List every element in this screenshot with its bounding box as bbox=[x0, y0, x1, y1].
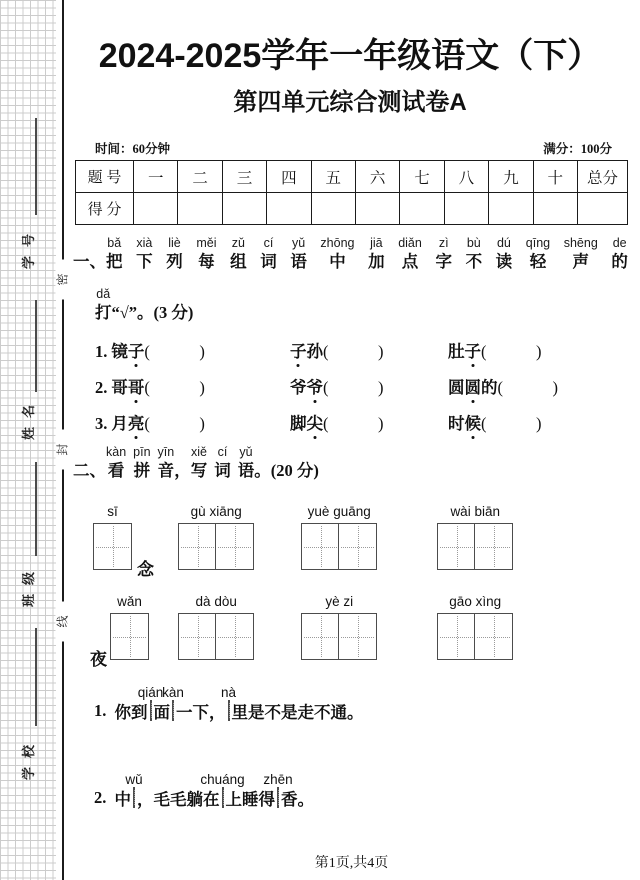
time-limit-label: 时间：60分钟 bbox=[95, 142, 171, 156]
pinyin: xià bbox=[136, 236, 153, 250]
word: 肚 bbox=[448, 342, 465, 361]
score-cell bbox=[355, 193, 399, 225]
pinyin: de bbox=[612, 236, 627, 250]
q1-word-items bbox=[95, 341, 625, 434]
score-col-9: 九 bbox=[489, 161, 533, 193]
answer-parentheses: ( ) bbox=[481, 342, 542, 361]
pinyin: diǎn bbox=[398, 236, 422, 250]
score-col-4: 四 bbox=[267, 161, 311, 193]
q1-heading-ruby-line bbox=[106, 235, 628, 273]
tianzige-box bbox=[277, 787, 279, 808]
score-col-1: 一 bbox=[134, 161, 178, 193]
answer-box bbox=[125, 772, 143, 808]
score-table-score-label: 得 分 bbox=[76, 193, 134, 225]
word-item bbox=[95, 377, 290, 398]
tianzige-box bbox=[437, 613, 476, 660]
q1-instruction-rest: “√”。(3 分) bbox=[111, 303, 194, 322]
ruby-pair bbox=[106, 235, 123, 273]
pinyin: dǎ bbox=[96, 287, 111, 301]
pinyin: xiě bbox=[190, 445, 207, 459]
hanzi: 音 bbox=[157, 461, 175, 480]
word-item bbox=[95, 341, 290, 362]
tianzige-box bbox=[222, 787, 224, 808]
dotted-character: 尖 bbox=[306, 414, 323, 433]
tianzige-boxes bbox=[90, 613, 149, 669]
given-character: 夜 bbox=[90, 650, 107, 669]
word-group-ye-zi bbox=[301, 594, 377, 660]
student-id-write-line bbox=[35, 118, 37, 215]
word-group-yue-guang bbox=[301, 504, 377, 570]
score-col-3: 三 bbox=[222, 161, 266, 193]
sentence-text: 面 bbox=[153, 703, 170, 722]
hanzi: 语 bbox=[237, 461, 255, 480]
page-footer: 第1页,共4页 bbox=[314, 856, 389, 871]
answer-parentheses: ( ) bbox=[144, 342, 205, 361]
sidebar-label-school: 学校 bbox=[21, 736, 36, 781]
answer-parentheses: ( ) bbox=[144, 378, 205, 397]
dotted-character: 子 bbox=[127, 342, 145, 361]
ruby-pair bbox=[466, 235, 483, 273]
score-table-score-row bbox=[76, 193, 628, 225]
tianzige-boxes bbox=[301, 613, 377, 660]
sentence-text: 香。 bbox=[281, 790, 314, 809]
score-table-header-row bbox=[76, 161, 628, 193]
hanzi: 看 bbox=[107, 461, 125, 480]
ruby-pair bbox=[435, 235, 452, 273]
hanzi: 的 bbox=[611, 252, 628, 271]
tianzige-box bbox=[338, 523, 377, 570]
sentence-text: 你到 bbox=[114, 703, 148, 722]
school-write-line bbox=[35, 628, 37, 726]
answer-box bbox=[162, 685, 184, 721]
dotted-character: 候 bbox=[464, 414, 481, 433]
word-item bbox=[95, 413, 290, 434]
pinyin: liè bbox=[168, 236, 181, 250]
q2-heading bbox=[73, 444, 319, 482]
word-item bbox=[448, 413, 625, 434]
pinyin-label: wǎn bbox=[117, 594, 142, 609]
tianzige-box bbox=[474, 523, 513, 570]
exam-subtitle: 第四单元综合测试卷A bbox=[233, 89, 467, 116]
hanzi: 轻 bbox=[529, 252, 547, 271]
tianzige-boxes bbox=[437, 613, 513, 660]
score-cell bbox=[489, 193, 533, 225]
pinyin-label: nà bbox=[220, 685, 237, 700]
answer-parentheses: ( ) bbox=[323, 378, 384, 397]
tianzige-box bbox=[215, 523, 254, 570]
hanzi: 下 bbox=[136, 252, 153, 271]
word: 月 bbox=[111, 414, 128, 433]
tianzige-box bbox=[437, 523, 476, 570]
word-group-gao-xing bbox=[437, 594, 513, 660]
score-col-7: 七 bbox=[400, 161, 444, 193]
hanzi: 语 bbox=[290, 252, 307, 271]
q2-number: 二、 bbox=[73, 461, 106, 480]
ruby-pair bbox=[564, 235, 598, 273]
score-cell bbox=[178, 193, 222, 225]
pinyin: yǔ bbox=[239, 445, 253, 459]
pinyin: jiā bbox=[370, 236, 383, 250]
pinyin: kàn bbox=[106, 445, 127, 459]
tianzige-box bbox=[172, 700, 174, 721]
hanzi: 词 bbox=[260, 252, 277, 271]
pinyin-label: yuè guāng bbox=[307, 504, 371, 519]
pinyin: bù bbox=[466, 236, 481, 250]
pinyin-label: chuáng bbox=[200, 772, 245, 787]
seal-char-mi: 密 bbox=[56, 260, 71, 300]
pinyin-label: dà dòu bbox=[195, 594, 237, 609]
dotted-character: 哥 bbox=[127, 378, 145, 397]
pinyin: cí bbox=[263, 236, 274, 250]
sentence-text: 上睡得 bbox=[225, 790, 275, 809]
tianzige-boxes bbox=[93, 523, 154, 579]
q1-heading-line2 bbox=[95, 286, 193, 324]
word-item bbox=[290, 413, 448, 434]
pinyin-label: qián bbox=[137, 685, 164, 700]
hanzi: 列 bbox=[166, 252, 183, 271]
ruby-pair bbox=[214, 444, 231, 482]
hanzi: 打 bbox=[95, 303, 112, 322]
pinyin-label: gù xiāng bbox=[190, 504, 242, 519]
tianzige-box bbox=[301, 613, 340, 660]
hanzi: 拼 bbox=[133, 461, 151, 480]
word: 哥 bbox=[111, 378, 128, 397]
pinyin-label: wǔ bbox=[125, 772, 143, 787]
answer-parentheses: ( ) bbox=[144, 414, 205, 433]
tianzige-boxes bbox=[301, 523, 377, 570]
score-cell bbox=[134, 193, 178, 225]
ruby-pair bbox=[238, 444, 255, 482]
word: 圆 bbox=[448, 378, 465, 397]
hanzi: 加 bbox=[368, 252, 385, 271]
sentence-number: 1. bbox=[94, 701, 111, 720]
word: 孙 bbox=[306, 342, 323, 361]
ruby-pair bbox=[230, 235, 247, 273]
exam-title: 2024-2025学年一年级语文（下） bbox=[98, 37, 602, 75]
q2-heading-ruby-b bbox=[191, 444, 255, 482]
sentence-text: 一下， bbox=[176, 703, 226, 722]
answer-parentheses: ( ) bbox=[497, 378, 558, 397]
tianzige-box bbox=[110, 613, 149, 660]
pinyin: dú bbox=[496, 236, 511, 250]
answer-parentheses: ( ) bbox=[323, 342, 384, 361]
ruby-pair bbox=[106, 444, 126, 482]
sentence-text: ，毛毛躺在 bbox=[137, 790, 220, 809]
ruby-pair bbox=[368, 235, 385, 273]
score-col-total: 总分 bbox=[578, 161, 628, 193]
given-character: 念 bbox=[137, 560, 154, 579]
seal-char-feng: 封 bbox=[56, 430, 71, 470]
answer-box bbox=[220, 685, 237, 721]
hanzi: 每 bbox=[198, 252, 215, 271]
ruby-pair bbox=[320, 235, 354, 273]
exam-info-row bbox=[75, 139, 628, 157]
pinyin: zhōng bbox=[320, 236, 355, 250]
ruby-pair bbox=[191, 444, 208, 482]
q2-heading-ruby-a bbox=[106, 444, 174, 482]
tianzige-box bbox=[474, 613, 513, 660]
score-cell bbox=[444, 193, 488, 225]
hanzi: 字 bbox=[435, 252, 452, 271]
score-cell bbox=[311, 193, 355, 225]
ruby-pair bbox=[398, 235, 422, 273]
sidebar-label-name: 姓名 bbox=[21, 396, 36, 441]
word: 脚 bbox=[290, 414, 307, 433]
q1-number: 一、 bbox=[73, 252, 106, 271]
item-number: 3. bbox=[95, 414, 108, 433]
pinyin: cí bbox=[217, 445, 228, 459]
answer-box bbox=[200, 772, 245, 808]
hanzi: 中 bbox=[329, 252, 346, 271]
pinyin-label: wài biān bbox=[450, 504, 500, 519]
ruby-pair bbox=[133, 444, 150, 482]
word-group-gu-xiang bbox=[178, 504, 254, 570]
hanzi: 组 bbox=[230, 252, 247, 271]
word: 镜 bbox=[111, 342, 128, 361]
tianzige-box bbox=[133, 787, 135, 808]
item-number: 1. bbox=[95, 342, 108, 361]
score-col-5: 五 bbox=[311, 161, 355, 193]
pinyin-label: zhēn bbox=[263, 772, 293, 787]
hanzi: 声 bbox=[572, 252, 590, 271]
word-item bbox=[448, 341, 625, 362]
word: 爷 bbox=[290, 378, 307, 397]
q2-points: 。(20 分) bbox=[254, 461, 319, 480]
score-cell bbox=[578, 193, 628, 225]
fill-in-sentence-1 bbox=[94, 685, 364, 723]
tianzige-boxes bbox=[437, 523, 513, 570]
score-col-6: 六 bbox=[355, 161, 399, 193]
ruby-pair bbox=[95, 286, 112, 324]
tianzige-box bbox=[93, 523, 132, 570]
ruby-pair bbox=[526, 235, 550, 273]
word-group-ye-wan bbox=[90, 594, 149, 669]
dotted-character: 圆 bbox=[464, 378, 481, 397]
pinyin: pīn bbox=[133, 445, 151, 459]
score-col-2: 二 bbox=[178, 161, 222, 193]
ruby-pair bbox=[260, 235, 277, 273]
tianzige-box bbox=[150, 700, 152, 721]
hanzi: 点 bbox=[401, 252, 419, 271]
answer-parentheses: ( ) bbox=[481, 414, 542, 433]
pinyin-label: sī bbox=[107, 504, 118, 519]
tianzige-box bbox=[301, 523, 340, 570]
word: 时 bbox=[448, 414, 465, 433]
tianzige-box bbox=[215, 613, 254, 660]
dotted-character: 子 bbox=[464, 342, 481, 361]
answer-box bbox=[137, 685, 164, 721]
q2-comma: ， bbox=[174, 461, 191, 480]
score-cell bbox=[222, 193, 266, 225]
sidebar-label-class: 班级 bbox=[21, 563, 36, 608]
pinyin: shēng bbox=[563, 236, 598, 250]
score-table-question-label: 题 号 bbox=[76, 161, 134, 193]
tianzige-box bbox=[228, 700, 230, 721]
score-cell bbox=[267, 193, 311, 225]
ruby-pair bbox=[496, 235, 513, 273]
hanzi: 词 bbox=[214, 461, 231, 480]
pinyin: zì bbox=[438, 236, 449, 250]
word-group-si-nian bbox=[93, 504, 154, 579]
ruby-pair bbox=[136, 235, 153, 273]
hanzi: 读 bbox=[495, 252, 513, 271]
word-item bbox=[290, 341, 448, 362]
answer-box bbox=[263, 772, 293, 808]
pinyin-label: gāo xìng bbox=[449, 594, 502, 609]
pinyin: zǔ bbox=[231, 236, 245, 250]
ruby-pair bbox=[196, 235, 216, 273]
q1-heading bbox=[73, 235, 628, 273]
pinyin-label: kàn bbox=[162, 685, 184, 700]
word: 的 bbox=[481, 378, 498, 397]
ruby-pair bbox=[158, 444, 175, 482]
tianzige-box bbox=[338, 613, 377, 660]
pinyin: bǎ bbox=[107, 236, 122, 250]
pinyin: qīng bbox=[525, 236, 551, 250]
full-score-label: 满分：100分 bbox=[543, 142, 612, 156]
sentence-text: 里是不是走不通。 bbox=[231, 703, 364, 722]
hanzi: 写 bbox=[190, 461, 208, 480]
score-col-10: 十 bbox=[533, 161, 577, 193]
dotted-character: 爷 bbox=[306, 378, 323, 397]
word-item bbox=[290, 377, 448, 398]
pinyin-label: yè zi bbox=[325, 594, 354, 609]
tianzige-boxes bbox=[178, 523, 254, 570]
dotted-character: 亮 bbox=[127, 414, 145, 433]
sentence-text: 中 bbox=[114, 790, 131, 809]
tianzige-box bbox=[178, 613, 217, 660]
score-col-8: 八 bbox=[444, 161, 488, 193]
answer-parentheses: ( ) bbox=[323, 414, 384, 433]
ruby-pair bbox=[166, 235, 183, 273]
tianzige-box bbox=[178, 523, 217, 570]
score-cell bbox=[533, 193, 577, 225]
ruby-pair bbox=[290, 235, 307, 273]
fill-in-sentence-2 bbox=[94, 772, 314, 810]
class-write-line bbox=[35, 462, 37, 556]
sentence-number: 2. bbox=[94, 788, 111, 807]
score-table bbox=[75, 160, 628, 225]
tianzige-boxes bbox=[178, 613, 254, 660]
pinyin: yǔ bbox=[291, 236, 306, 250]
score-cell bbox=[400, 193, 444, 225]
seal-char-xian: 线 bbox=[56, 602, 71, 642]
ruby-pair bbox=[611, 235, 628, 273]
word-group-da-dou bbox=[178, 594, 254, 660]
sidebar-label-student-id: 学号 bbox=[21, 225, 36, 270]
pinyin: yīn bbox=[157, 445, 175, 459]
hanzi: 把 bbox=[106, 252, 123, 271]
word-group-wai-bian bbox=[437, 504, 513, 570]
word-item bbox=[448, 377, 625, 398]
dotted-character: 子 bbox=[290, 342, 307, 361]
pinyin: měi bbox=[196, 236, 217, 250]
item-number: 2. bbox=[95, 378, 108, 397]
hanzi: 不 bbox=[465, 252, 483, 271]
